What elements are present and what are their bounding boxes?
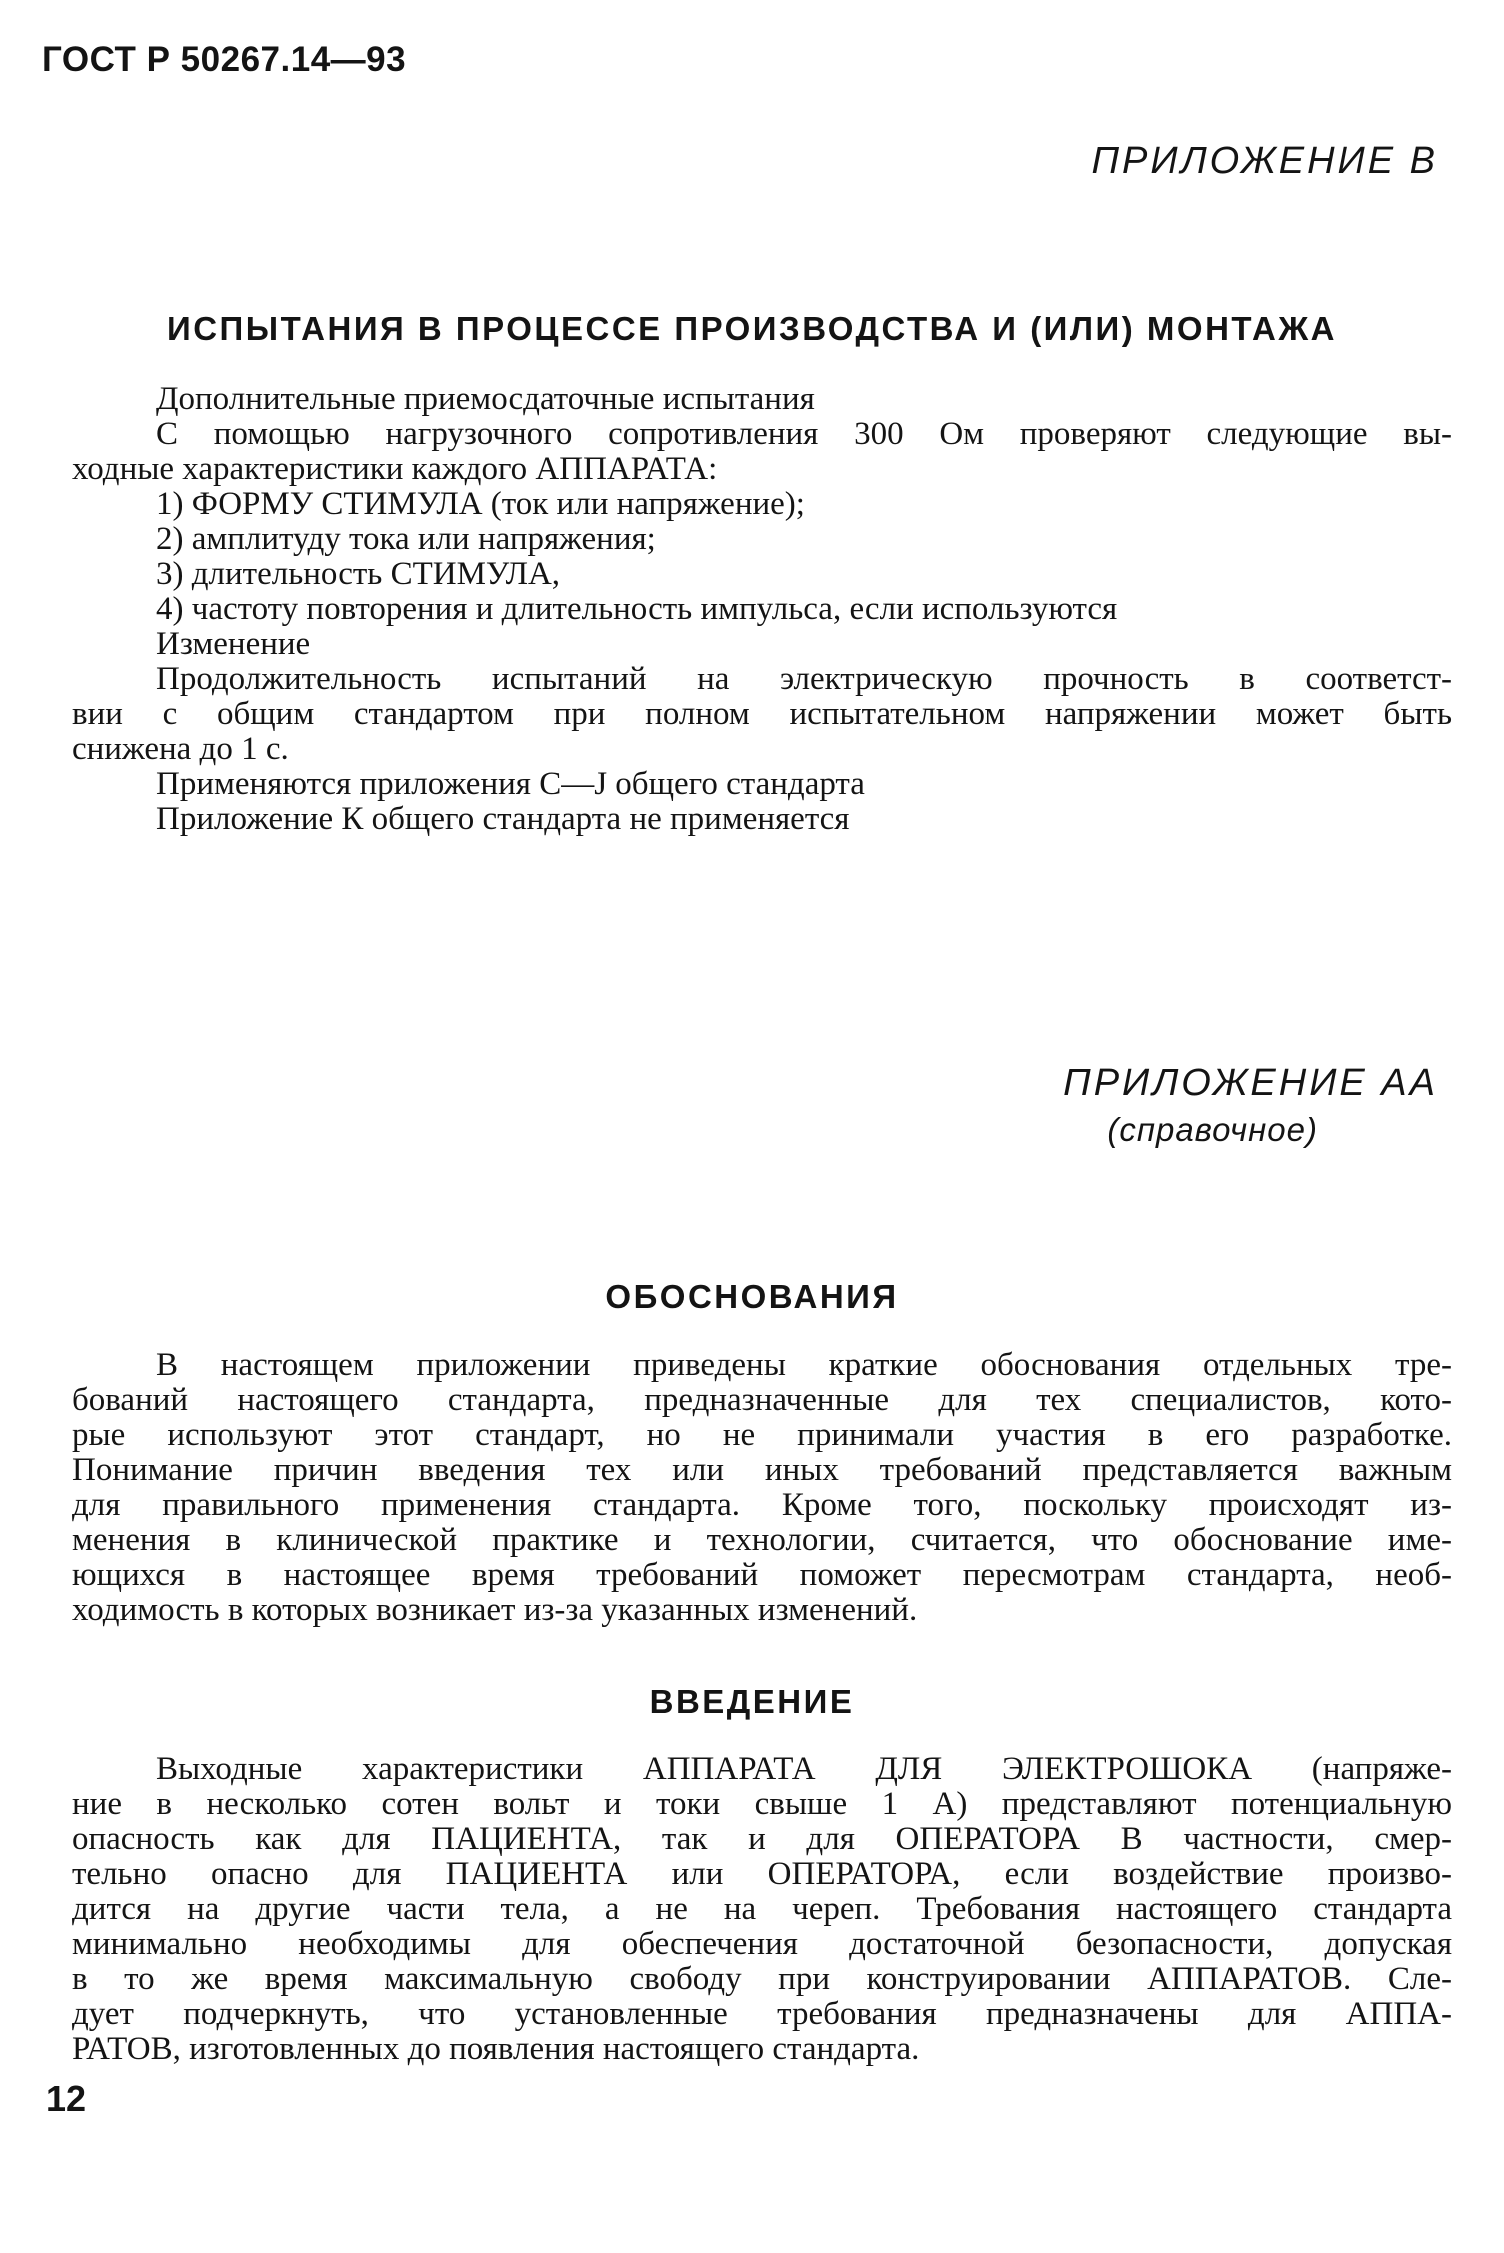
list-item: 4) частоту повторения и длительность импульса, если используются <box>156 591 1118 627</box>
text-line: опасность как для ПАЦИЕНТА, так и для ОПЕРАТОРА В частности, смер- <box>72 1821 1452 1857</box>
text-line: дится на другие части тела, а не на череп. Требования настоящего стандарта <box>72 1891 1452 1927</box>
text-line: Изменение <box>156 626 311 662</box>
text-line: рые используют этот стандарт, но не принимали участия в его разработке. <box>72 1417 1452 1453</box>
text-line: снижена до 1 с. <box>72 731 289 767</box>
text-line: Выходные характеристики АППАРАТА ДЛЯ ЭЛЕКТРОШОКА (напряже- <box>156 1751 1452 1787</box>
text-line: минимально необходимы для обеспечения достаточной безопасности, допуская <box>72 1926 1452 1962</box>
appendix-b-title: ИСПЫТАНИЯ В ПРОЦЕССЕ ПРОИЗВОДСТВА И (ИЛИ) МОНТАЖА <box>167 310 1337 347</box>
text-line: РАТОВ, изготовленных до появления настоящего стандарта. <box>72 2031 920 2067</box>
text-line: Продолжительность испытаний на электрическую прочность в соответст- <box>156 661 1452 697</box>
text-line: дует подчеркнуть, что установленные требования предназначены для АППА- <box>72 1996 1452 2032</box>
text-line: ние в несколько сотен вольт и токи свыше 1 А) представляют потенциальную <box>72 1786 1452 1822</box>
text-line: Понимание причин введения тех или иных требований представляется важным <box>72 1452 1452 1488</box>
page-number: 12 <box>46 2078 87 2119</box>
appendix-aa-body <box>72 1348 1452 1628</box>
introduction-title: ВВЕДЕНИЕ <box>649 1683 855 1720</box>
appendix-aa-title: ОБОСНОВАНИЯ <box>605 1278 899 1315</box>
text-line: Дополнительные приемосдаточные испытания <box>156 381 815 417</box>
appendix-aa-sublabel: (справочное) <box>1107 1111 1318 1148</box>
text-line: бований настоящего стандарта, предназначенные для тех специалистов, кото- <box>72 1382 1452 1418</box>
text-line: Приложение К общего стандарта не применяется <box>156 801 850 837</box>
text-line: тельно опасно для ПАЦИЕНТА или ОПЕРАТОРА, если воздействие произво- <box>72 1856 1452 1892</box>
appendix-aa-label: ПРИЛОЖЕНИЕ АА <box>1063 1062 1438 1104</box>
appendix-b-label: ПРИЛОЖЕНИЕ В <box>1091 140 1438 182</box>
text-line: ходимость в которых возникает из-за указанных изменений. <box>72 1592 918 1628</box>
text-line: ющихся в настоящее время требований поможет пересмотрам стандарта, необ- <box>72 1557 1452 1593</box>
text-line: вии с общим стандартом при полном испытательном напряжении может быть <box>72 696 1452 732</box>
text-line: ходные характеристики каждого АППАРАТА: <box>72 451 718 487</box>
text-line: В настоящем приложении приведены краткие обоснования отдельных тре- <box>156 1347 1452 1383</box>
text-line: С помощью нагрузочного сопротивления 300 Ом проверяют следующие вы- <box>156 416 1452 452</box>
introduction-body <box>72 1752 1452 2067</box>
appendix-b-body <box>72 382 1452 837</box>
text-line: в то же время максимальную свободу при конструировании АППАРАТОВ. Сле- <box>72 1961 1452 1997</box>
text-line: менения в клинической практике и технологии, считается, что обоснование име- <box>72 1522 1452 1558</box>
document-code: ГОСТ Р 50267.14—93 <box>42 40 407 79</box>
list-item: 2) амплитуду тока или напряжения; <box>156 521 656 557</box>
list-item: 3) длительность СТИМУЛА, <box>156 556 561 592</box>
appendix-aa-label-block <box>1063 1062 1438 1149</box>
list-item: 1) ФОРМУ СТИМУЛА (ток или напряжение); <box>156 486 805 522</box>
text-line: для правильного применения стандарта. Кроме того, поскольку происходят из- <box>72 1487 1452 1523</box>
text-line: Применяются приложения С—J общего стандарта <box>156 766 865 802</box>
